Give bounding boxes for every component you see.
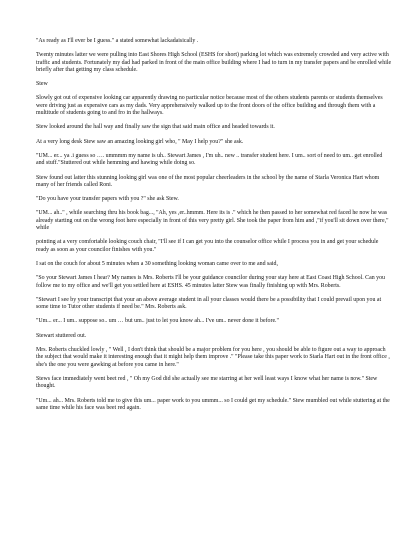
paragraph-14: "Stewart I see by your transcript that your an above average student in all your classes would there be a possibility that I could prevail upon you at some time to Tutor other students if need be." Mrs. Roberts ask.	[36, 296, 382, 311]
paragraph-13: "So your Stewart James I hear? My names is Mrs. Roberts I'll be your guidance councilor during your stay here at East Coast High School. Can you follow me to my office and we'll get you settled here at ESHS. 45 minutes latter Stew was finally finishing up with Mrs. Roberts.	[36, 275, 385, 289]
document-page	[36, 38, 392, 419]
paragraph-2: Twenty minutes latter we were pulling into East Shores High School (ESHS for short) parking lot which was extremely crowded and very active with traffic and students. Fortunately my dad had parked in front of the main office building where I had to turn in my transfer papers and be enrolled while briefly after that getting my class schedule.	[36, 52, 392, 73]
paragraph-1: "As ready as I'll ever be I guess." a stated somewhat lackadaisically .	[36, 38, 199, 44]
paragraph-19: "Um... ah... Mrs. Roberts told me to give this um... paper work to you ummm... so I could get my schedule." Stew mumbled out while stuttering at the same time while his face was beet red again.	[36, 397, 390, 411]
paragraph-17: Mrs. Roberts chuckled lowly , " Well , I don't think that should be a major problem for you here , you should be able to figure out a way to approach the subject that would make it interesting enough that it might help them improve ." "Please take this paper work to Starla Hart out in the front office , she's the one you were gawking at before you came in here."	[36, 347, 390, 368]
paragraph-15: "Um... er... I um.. suppose so.. um … but um.. just to let you know ah... I've um.. never done it before."	[36, 318, 279, 325]
paragraph-12: I sat on the couch for about 5 minutes when a 30 something looking woman came over to me and said,	[36, 260, 278, 267]
paragraph-16: Stewart stuttered out.	[36, 332, 87, 339]
paragraph-3: Stew	[36, 81, 48, 88]
paragraph-8: Stew found out latter this stunning looking girl was one of the most popular cheerleaders in the school by the name of Starla Veronica Hart whom many of her friends called Roni.	[36, 174, 380, 188]
paragraph-4: Slowly got out of expensive looking car apparently drawing no particular notice because most of the others students parents or students themselves were driving just as expensive cars as my dads. Very apprehensively walked up to the front doors of the office building and through them with a multitude of students going to and fro in the hallways.	[36, 95, 383, 117]
paragraph-5: Stew looked around the hall way and finally saw the sign that said main office and headed towards it.	[36, 124, 275, 131]
paragraph-10: "UM... ah.." , while searching thru his book bag..., "Ah, yes ,er..hmmm. Here its is ." which he then passed to her somewhat red faced he now he was already starting out on the wrong foot here especially in front of this very pretty girl. She took the paper from him and ,"if you'll sit down over there," while	[36, 210, 389, 232]
paragraph-11: pointing at a very comfortable looking couch chair, "I'll see if I can get you into the counselor office while I process you in and get your schedule ready as soon as your councilor finishes with you."	[36, 239, 379, 253]
paragraph-9: "Do you have your transfer papers with you ?" she ask Stew.	[36, 196, 179, 203]
paragraph-18: Stews face immediately went beet red , " Oh my God did she actually see me starring at her well least ways I know what her name is now." Stew thought.	[36, 375, 378, 390]
paragraph-7: "UM... er... ya .i guess so …. ummmm my name is uh.. Stewart James , I'm uh.. new .. transfer student here. I um.. sort of need to um.. get enrolled and stuff."Stuttered out while hemming and hawing while doing so.	[36, 152, 383, 167]
paragraph-6: At a very long desk Stew saw an amazing looking girl who, " May I help you?" she ask.	[36, 138, 244, 145]
